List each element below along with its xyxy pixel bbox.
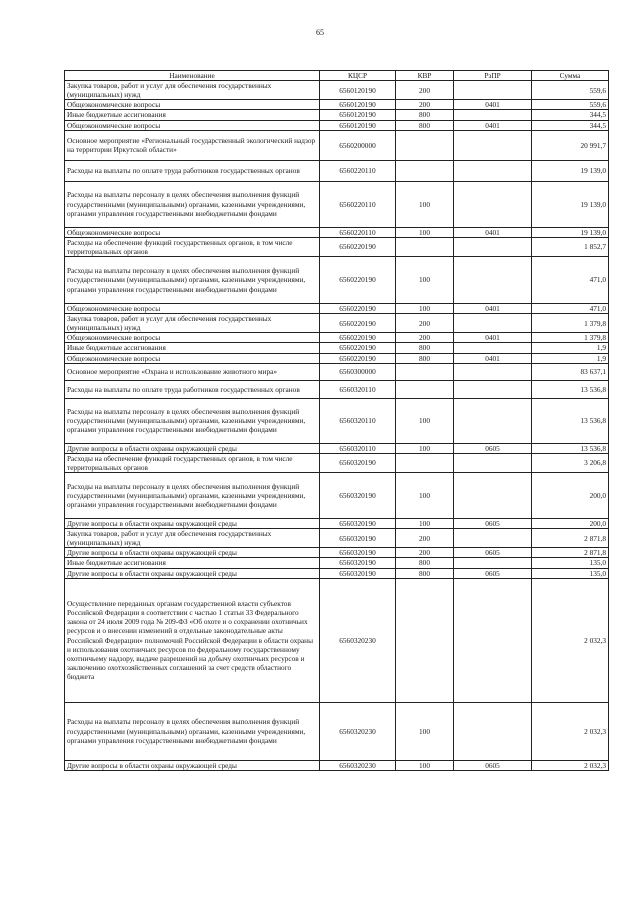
table-row	[65, 333, 609, 343]
cell-rzpr: 0605	[454, 548, 532, 558]
table-row	[65, 578, 609, 702]
table-row	[65, 100, 609, 110]
table-row	[65, 130, 609, 160]
table-row	[65, 548, 609, 558]
cell-kcsr: 6560120190	[320, 81, 396, 100]
cell-sum: 1 852,7	[532, 237, 609, 256]
header-kvr: КВР	[396, 71, 454, 81]
page-number: 65	[316, 28, 324, 37]
budget-table	[64, 70, 609, 771]
cell-rzpr	[454, 181, 532, 227]
table-row	[65, 398, 609, 443]
cell-kcsr: 6560320190	[320, 453, 396, 472]
table-row	[65, 256, 609, 303]
table-row	[65, 120, 609, 130]
cell-name: Иные бюджетные ассигнования	[65, 110, 320, 120]
table-row	[65, 237, 609, 256]
cell-sum: 344,5	[532, 110, 609, 120]
table-row	[65, 529, 609, 548]
header-name: Наименование	[65, 71, 320, 81]
table-row	[65, 81, 609, 100]
cell-sum: 1 379,8	[532, 314, 609, 333]
cell-kcsr: 6560220110	[320, 227, 396, 237]
table-row	[65, 380, 609, 398]
cell-rzpr	[454, 81, 532, 100]
cell-name: Закупка товаров, работ и услуг для обеспечения государственных (муниципальных) нужд	[65, 529, 320, 548]
cell-name: Расходы на выплаты персоналу в целях обеспечения выполнения функций государственными (муниципальными) органами, казенными учреждениями, органами управления государственными внебюджетными фондами	[65, 398, 320, 443]
cell-kvr	[396, 453, 454, 472]
cell-sum: 13 536,8	[532, 398, 609, 443]
cell-rzpr: 0605	[454, 760, 532, 770]
cell-rzpr: 0401	[454, 100, 532, 110]
cell-kcsr: 6560220190	[320, 343, 396, 353]
cell-kvr: 200	[396, 333, 454, 343]
cell-rzpr	[454, 237, 532, 256]
cell-kvr	[396, 237, 454, 256]
cell-name: Расходы на выплаты персоналу в целях обеспечения выполнения функций государственными (муниципальными) органами, казенными учреждениями, органами управления государственными внебюджетными фондами	[65, 256, 320, 303]
cell-rzpr	[454, 256, 532, 303]
cell-kvr: 100	[396, 181, 454, 227]
cell-rzpr	[454, 398, 532, 443]
cell-name: Расходы на выплаты персоналу в целях обеспечения выполнения функций государственными (муниципальными) органами, казенными учреждениями, органами управления государственными внебюджетными фондами	[65, 472, 320, 518]
cell-sum: 471,0	[532, 303, 609, 313]
cell-kcsr: 6560120190	[320, 110, 396, 120]
cell-sum: 200,0	[532, 472, 609, 518]
table-body	[65, 81, 609, 771]
cell-kvr: 100	[396, 398, 454, 443]
cell-sum: 13 536,8	[532, 443, 609, 453]
cell-sum: 135,0	[532, 568, 609, 578]
cell-kcsr: 6560320230	[320, 760, 396, 770]
cell-kvr: 200	[396, 529, 454, 548]
cell-kcsr: 6560220190	[320, 256, 396, 303]
cell-kcsr: 6560120190	[320, 120, 396, 130]
cell-name: Другие вопросы в области охраны окружающей среды	[65, 760, 320, 770]
cell-kvr: 100	[396, 760, 454, 770]
cell-sum: 1,9	[532, 353, 609, 363]
cell-rzpr: 0401	[454, 353, 532, 363]
cell-kcsr: 6560220190	[320, 303, 396, 313]
cell-sum: 19 139,0	[532, 227, 609, 237]
cell-rzpr	[454, 110, 532, 120]
cell-kcsr: 6560320110	[320, 380, 396, 398]
cell-kvr: 100	[396, 303, 454, 313]
cell-sum: 471,0	[532, 256, 609, 303]
cell-kvr: 800	[396, 110, 454, 120]
cell-sum: 559,6	[532, 100, 609, 110]
cell-kcsr: 6560220110	[320, 160, 396, 181]
cell-kcsr: 6560320190	[320, 548, 396, 558]
cell-sum: 2 032,3	[532, 702, 609, 760]
cell-rzpr	[454, 702, 532, 760]
cell-name: Общеэкономические вопросы	[65, 303, 320, 313]
cell-rzpr	[454, 472, 532, 518]
table-row	[65, 110, 609, 120]
cell-rzpr	[454, 160, 532, 181]
cell-kvr: 200	[396, 81, 454, 100]
cell-kcsr: 6560320230	[320, 578, 396, 702]
cell-rzpr	[454, 130, 532, 160]
cell-name: Общеэкономические вопросы	[65, 333, 320, 343]
cell-name: Общеэкономические вопросы	[65, 120, 320, 130]
cell-rzpr	[454, 343, 532, 353]
table-row	[65, 314, 609, 333]
cell-sum: 19 139,0	[532, 160, 609, 181]
cell-rzpr	[454, 314, 532, 333]
cell-name: Общеэкономические вопросы	[65, 227, 320, 237]
cell-kcsr: 6560320110	[320, 443, 396, 453]
cell-kvr: 800	[396, 558, 454, 568]
cell-sum: 19 139,0	[532, 181, 609, 227]
cell-kcsr: 6560120190	[320, 100, 396, 110]
cell-rzpr: 0605	[454, 443, 532, 453]
table-row	[65, 343, 609, 353]
cell-kvr: 100	[396, 227, 454, 237]
cell-name: Другие вопросы в области охраны окружающей среды	[65, 548, 320, 558]
cell-name: Расходы на выплаты по оплате труда работников государственных органов	[65, 160, 320, 181]
cell-sum: 1 379,8	[532, 333, 609, 343]
cell-name: Другие вопросы в области охраны окружающей среды	[65, 568, 320, 578]
cell-kvr: 100	[396, 443, 454, 453]
cell-kvr: 100	[396, 518, 454, 528]
table-row	[65, 160, 609, 181]
table-row	[65, 363, 609, 380]
cell-name: Расходы на обеспечение функций государственных органов, в том числе территориальных органов	[65, 453, 320, 472]
cell-name: Общеэкономические вопросы	[65, 353, 320, 363]
cell-sum: 344,5	[532, 120, 609, 130]
cell-sum: 2 032,3	[532, 578, 609, 702]
table-row	[65, 181, 609, 227]
cell-name: Закупка товаров, работ и услуг для обеспечения государственных (муниципальных) нужд	[65, 314, 320, 333]
cell-name: Расходы на обеспечение функций государственных органов, в том числе территориальных органов	[65, 237, 320, 256]
cell-kcsr: 6560320190	[320, 529, 396, 548]
cell-kcsr: 6560220110	[320, 181, 396, 227]
cell-sum: 2 871,8	[532, 548, 609, 558]
table-row	[65, 303, 609, 313]
cell-kcsr: 6560320190	[320, 518, 396, 528]
cell-kcsr: 6560220190	[320, 237, 396, 256]
cell-kvr	[396, 380, 454, 398]
cell-kvr	[396, 130, 454, 160]
cell-sum: 559,6	[532, 81, 609, 100]
cell-rzpr: 0401	[454, 227, 532, 237]
cell-rzpr	[454, 558, 532, 568]
cell-kvr: 800	[396, 343, 454, 353]
cell-sum: 2 032,3	[532, 760, 609, 770]
cell-kcsr: 6560320110	[320, 398, 396, 443]
cell-kcsr: 6560320190	[320, 568, 396, 578]
cell-name: Основное мероприятие «Региональный государственный экологический надзор на территории Иркутской области»	[65, 130, 320, 160]
cell-name: Расходы на выплаты по оплате труда работников государственных органов	[65, 380, 320, 398]
cell-kvr: 100	[396, 472, 454, 518]
cell-kvr: 800	[396, 568, 454, 578]
cell-kcsr: 6560220190	[320, 353, 396, 363]
cell-kvr: 200	[396, 100, 454, 110]
cell-rzpr	[454, 380, 532, 398]
header-kcsr: КЦСР	[320, 71, 396, 81]
header-rzpr: РзПР	[454, 71, 532, 81]
cell-name: Общеэкономические вопросы	[65, 100, 320, 110]
cell-sum: 3 206,8	[532, 453, 609, 472]
cell-kvr	[396, 160, 454, 181]
cell-kcsr: 6560220190	[320, 333, 396, 343]
cell-sum: 2 871,8	[532, 529, 609, 548]
table-row	[65, 558, 609, 568]
table-row	[65, 227, 609, 237]
cell-kcsr: 6560300000	[320, 363, 396, 380]
table-row	[65, 453, 609, 472]
table-row	[65, 568, 609, 578]
header-sum: Сумма	[532, 71, 609, 81]
cell-sum: 200,0	[532, 518, 609, 528]
cell-rzpr: 0401	[454, 120, 532, 130]
cell-sum: 1,9	[532, 343, 609, 353]
cell-kcsr: 6560320230	[320, 702, 396, 760]
cell-rzpr: 0401	[454, 303, 532, 313]
cell-rzpr: 0401	[454, 333, 532, 343]
cell-kvr: 200	[396, 548, 454, 558]
cell-kvr: 800	[396, 120, 454, 130]
cell-name: Осуществление переданных органам государственной власти субъектов Российской Федерации в соответствии с частью 1 статьи 33 Федерального закона от 24 июля 2009 года № 209-ФЗ «Об охоте и о сохранении охотничьих ресурсов и о внесении изменений в отдельные законодательные акты Российской Федерации» полномочий Российской Федерации в области охраны и использования охотничьих ресурсов по федеральному государственному охотничьему надзору, выдаче разрешений на добычу охотничьих ресурсов и заключению охотхозяйственных соглашений за счет средств областного бюджета	[65, 578, 320, 702]
cell-name: Закупка товаров, работ и услуг для обеспечения государственных (муниципальных) нужд	[65, 81, 320, 100]
cell-kvr: 800	[396, 353, 454, 363]
cell-rzpr: 0605	[454, 518, 532, 528]
table-row	[65, 760, 609, 770]
table-row	[65, 353, 609, 363]
cell-name: Иные бюджетные ассигнования	[65, 343, 320, 353]
table-row	[65, 443, 609, 453]
cell-sum: 135,0	[532, 558, 609, 568]
cell-rzpr	[454, 529, 532, 548]
cell-sum: 83 637,1	[532, 363, 609, 380]
cell-rzpr	[454, 453, 532, 472]
table-row	[65, 518, 609, 528]
cell-name: Другие вопросы в области охраны окружающей среды	[65, 443, 320, 453]
cell-kvr	[396, 363, 454, 380]
cell-kvr: 100	[396, 702, 454, 760]
table-row	[65, 702, 609, 760]
cell-name: Расходы на выплаты персоналу в целях обеспечения выполнения функций государственными (муниципальными) органами, казенными учреждениями, органами управления государственными внебюджетными фондами	[65, 181, 320, 227]
cell-kcsr: 6560220190	[320, 314, 396, 333]
cell-kvr: 200	[396, 314, 454, 333]
cell-rzpr	[454, 363, 532, 380]
table-header-row	[65, 71, 609, 81]
cell-kvr: 100	[396, 256, 454, 303]
cell-kcsr: 6560320190	[320, 472, 396, 518]
cell-name: Иные бюджетные ассигнования	[65, 558, 320, 568]
cell-rzpr	[454, 578, 532, 702]
cell-name: Другие вопросы в области охраны окружающей среды	[65, 518, 320, 528]
cell-name: Расходы на выплаты персоналу в целях обеспечения выполнения функций государственными (муниципальными) органами, казенными учреждениями, органами управления государственными внебюджетными фондами	[65, 702, 320, 760]
cell-sum: 13 536,8	[532, 380, 609, 398]
cell-rzpr: 0605	[454, 568, 532, 578]
cell-name: Основное мероприятие «Охрана и использование животного мира»	[65, 363, 320, 380]
cell-kvr	[396, 578, 454, 702]
cell-kcsr: 6560200000	[320, 130, 396, 160]
table-row	[65, 472, 609, 518]
cell-kcsr: 6560320190	[320, 558, 396, 568]
cell-sum: 20 991,7	[532, 130, 609, 160]
